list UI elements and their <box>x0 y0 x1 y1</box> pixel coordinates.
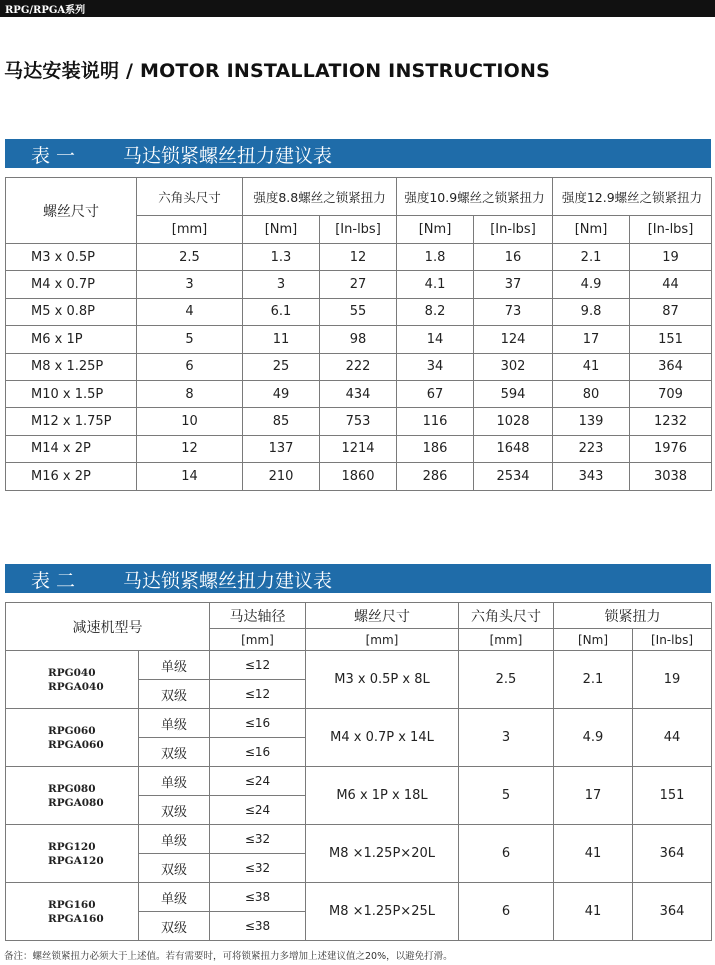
cell-g88-inlbs: 55 <box>320 298 397 325</box>
cell-g129-nm: 2.1 <box>553 244 630 271</box>
cell-hex-size: 12 <box>137 435 243 462</box>
cell-g88-nm: 49 <box>243 380 320 407</box>
unit-mm: [mm] <box>459 629 554 651</box>
cell-g88-nm: 25 <box>243 353 320 380</box>
cell-stage-double: 双级 <box>139 912 210 941</box>
header-grade-8-8: 强度8.8螺丝之锁紧扭力 <box>243 178 397 216</box>
unit-nm: [Nm] <box>554 629 633 651</box>
cell-g109-inlbs: 1648 <box>474 435 553 462</box>
cell-g129-inlbs: 151 <box>630 326 712 353</box>
cell-inlbs: 151 <box>633 767 712 825</box>
cell-hex: 2.5 <box>459 651 554 709</box>
table-row <box>6 825 712 854</box>
cell-screw: M4 x 0.7P x 14L <box>306 709 459 767</box>
cell-stage-single: 单级 <box>139 651 210 680</box>
cell-screw: M8 ×1.25P×25L <box>306 883 459 941</box>
cell-g88-nm: 3 <box>243 271 320 298</box>
cell-stage-single: 单级 <box>139 883 210 912</box>
model-rpg: RPG080 <box>48 782 96 795</box>
table2-title-bar <box>5 564 711 593</box>
cell-model <box>6 883 139 941</box>
cell-hex-size: 10 <box>137 408 243 435</box>
cell-inlbs: 19 <box>633 651 712 709</box>
cell-nm: 17 <box>554 767 633 825</box>
cell-shaft-double: ≤38 <box>210 912 306 941</box>
header-reducer-model: 减速机型号 <box>6 603 210 651</box>
model-rpga: RPGA120 <box>48 854 104 867</box>
cell-screw-size: M16 x 2P <box>6 463 137 490</box>
cell-hex-size: 8 <box>137 380 243 407</box>
table-row <box>6 408 712 435</box>
cell-g129-inlbs: 87 <box>630 298 712 325</box>
table-row <box>6 463 712 490</box>
cell-screw: M6 x 1P x 18L <box>306 767 459 825</box>
cell-shaft-single: ≤24 <box>210 767 306 796</box>
cell-stage-double: 双级 <box>139 738 210 767</box>
cell-g129-nm: 343 <box>553 463 630 490</box>
cell-shaft-double: ≤32 <box>210 854 306 883</box>
model-rpga: RPGA060 <box>48 738 104 751</box>
cell-hex: 5 <box>459 767 554 825</box>
header-motor-shaft: 马达轴径 <box>210 603 306 629</box>
table2-number: 表 二 <box>31 570 76 592</box>
cell-hex: 6 <box>459 883 554 941</box>
footnote: 备注：螺丝锁紧扭力必须大于上述值。若有需要时，可将锁紧扭力多增加上述建议值之20%，以避免打滑。 <box>4 951 453 962</box>
cell-g129-inlbs: 44 <box>630 271 712 298</box>
cell-hex-size: 3 <box>137 271 243 298</box>
cell-g88-inlbs: 27 <box>320 271 397 298</box>
cell-g88-inlbs: 1214 <box>320 435 397 462</box>
cell-shaft-single: ≤38 <box>210 883 306 912</box>
cell-g88-nm: 210 <box>243 463 320 490</box>
cell-model <box>6 709 139 767</box>
cell-g88-nm: 1.3 <box>243 244 320 271</box>
cell-shaft-single: ≤16 <box>210 709 306 738</box>
cell-shaft-double: ≤16 <box>210 738 306 767</box>
cell-stage-double: 双级 <box>139 680 210 709</box>
header-grade-10-9: 强度10.9螺丝之锁紧扭力 <box>397 178 553 216</box>
cell-nm: 2.1 <box>554 651 633 709</box>
cell-g109-inlbs: 1028 <box>474 408 553 435</box>
cell-g109-nm: 34 <box>397 353 474 380</box>
cell-g129-nm: 139 <box>553 408 630 435</box>
unit-nm: [Nm] <box>243 216 320 244</box>
cell-stage-double: 双级 <box>139 796 210 825</box>
unit-inlbs: [In-lbs] <box>474 216 553 244</box>
table1-body <box>6 244 712 491</box>
cell-inlbs: 364 <box>633 883 712 941</box>
cell-g88-inlbs: 12 <box>320 244 397 271</box>
header-grade-12-9: 强度12.9螺丝之锁紧扭力 <box>553 178 712 216</box>
cell-hex: 6 <box>459 825 554 883</box>
cell-g129-inlbs: 3038 <box>630 463 712 490</box>
cell-g129-nm: 80 <box>553 380 630 407</box>
cell-stage-double: 双级 <box>139 854 210 883</box>
cell-g129-nm: 4.9 <box>553 271 630 298</box>
cell-hex-size: 2.5 <box>137 244 243 271</box>
header-hex-size: 六角头尺寸 <box>137 178 243 216</box>
series-label: RPG/RPGA系列 <box>5 5 86 16</box>
cell-model <box>6 651 139 709</box>
cell-g88-inlbs: 434 <box>320 380 397 407</box>
cell-g88-nm: 6.1 <box>243 298 320 325</box>
header-screw-size: 螺丝尺寸 <box>6 178 137 244</box>
cell-g109-nm: 1.8 <box>397 244 474 271</box>
unit-nm: [Nm] <box>397 216 474 244</box>
unit-mm: [mm] <box>210 629 306 651</box>
cell-nm: 4.9 <box>554 709 633 767</box>
cell-g129-nm: 17 <box>553 326 630 353</box>
table-row <box>6 244 712 271</box>
cell-screw-size: M3 x 0.5P <box>6 244 137 271</box>
cell-g88-inlbs: 222 <box>320 353 397 380</box>
model-rpg: RPG120 <box>48 840 96 853</box>
unit-mm: [mm] <box>137 216 243 244</box>
cell-g129-inlbs: 1232 <box>630 408 712 435</box>
cell-inlbs: 364 <box>633 825 712 883</box>
cell-g88-inlbs: 753 <box>320 408 397 435</box>
table-row <box>6 298 712 325</box>
cell-g109-nm: 67 <box>397 380 474 407</box>
cell-hex-size: 6 <box>137 353 243 380</box>
cell-screw-size: M8 x 1.25P <box>6 353 137 380</box>
series-header-bar <box>0 0 715 17</box>
cell-screw-size: M4 x 0.7P <box>6 271 137 298</box>
cell-g109-inlbs: 302 <box>474 353 553 380</box>
cell-shaft-double: ≤24 <box>210 796 306 825</box>
table1-title: 马达锁紧螺丝扭力建议表 <box>123 145 333 167</box>
cell-g109-inlbs: 594 <box>474 380 553 407</box>
cell-shaft-single: ≤12 <box>210 651 306 680</box>
cell-g109-inlbs: 16 <box>474 244 553 271</box>
cell-g129-inlbs: 364 <box>630 353 712 380</box>
cell-g109-nm: 186 <box>397 435 474 462</box>
cell-g88-nm: 11 <box>243 326 320 353</box>
cell-stage-single: 单级 <box>139 709 210 738</box>
cell-g129-nm: 9.8 <box>553 298 630 325</box>
screw-torque-table-1 <box>5 177 712 491</box>
cell-screw-size: M5 x 0.8P <box>6 298 137 325</box>
cell-stage-single: 单级 <box>139 825 210 854</box>
cell-g88-inlbs: 1860 <box>320 463 397 490</box>
cell-g88-nm: 137 <box>243 435 320 462</box>
cell-screw-size: M12 x 1.75P <box>6 408 137 435</box>
unit-mm: [mm] <box>306 629 459 651</box>
cell-screw: M3 x 0.5P x 8L <box>306 651 459 709</box>
cell-screw: M8 ×1.25P×20L <box>306 825 459 883</box>
cell-screw-size: M6 x 1P <box>6 326 137 353</box>
cell-g109-inlbs: 37 <box>474 271 553 298</box>
cell-g129-inlbs: 1976 <box>630 435 712 462</box>
model-rpg: RPG160 <box>48 898 96 911</box>
cell-nm: 41 <box>554 883 633 941</box>
cell-g109-nm: 286 <box>397 463 474 490</box>
header-torque: 锁紧扭力 <box>554 603 712 629</box>
cell-hex-size: 14 <box>137 463 243 490</box>
cell-model <box>6 767 139 825</box>
cell-g109-nm: 14 <box>397 326 474 353</box>
cell-g129-nm: 41 <box>553 353 630 380</box>
table-row <box>6 353 712 380</box>
cell-g109-nm: 8.2 <box>397 298 474 325</box>
table-row <box>6 883 712 912</box>
unit-inlbs: [In-lbs] <box>630 216 712 244</box>
cell-hex-size: 5 <box>137 326 243 353</box>
cell-g109-inlbs: 73 <box>474 298 553 325</box>
table1-number: 表 一 <box>31 145 76 167</box>
cell-g88-inlbs: 98 <box>320 326 397 353</box>
cell-shaft-double: ≤12 <box>210 680 306 709</box>
cell-inlbs: 44 <box>633 709 712 767</box>
cell-g129-inlbs: 19 <box>630 244 712 271</box>
cell-g109-inlbs: 124 <box>474 326 553 353</box>
table-row <box>6 380 712 407</box>
page-title: 马达安装说明 / MOTOR INSTALLATION INSTRUCTIONS <box>4 60 550 82</box>
model-rpga: RPGA160 <box>48 912 104 925</box>
model-rpg: RPG040 <box>48 666 96 679</box>
unit-inlbs: [In-lbs] <box>633 629 712 651</box>
table-row <box>6 651 712 680</box>
cell-hex-size: 4 <box>137 298 243 325</box>
table-row <box>6 271 712 298</box>
cell-g129-nm: 223 <box>553 435 630 462</box>
unit-inlbs: [In-lbs] <box>320 216 397 244</box>
cell-stage-single: 单级 <box>139 767 210 796</box>
cell-screw-size: M14 x 2P <box>6 435 137 462</box>
unit-nm: [Nm] <box>553 216 630 244</box>
cell-nm: 41 <box>554 825 633 883</box>
cell-g109-nm: 116 <box>397 408 474 435</box>
cell-g129-inlbs: 709 <box>630 380 712 407</box>
table2-title: 马达锁紧螺丝扭力建议表 <box>123 570 333 592</box>
table-row <box>6 435 712 462</box>
model-rpga: RPGA080 <box>48 796 104 809</box>
table1-title-bar <box>5 139 711 168</box>
cell-g88-nm: 85 <box>243 408 320 435</box>
cell-g109-inlbs: 2534 <box>474 463 553 490</box>
cell-screw-size: M10 x 1.5P <box>6 380 137 407</box>
table-row <box>6 767 712 796</box>
header-hex-size: 六角头尺寸 <box>459 603 554 629</box>
cell-hex: 3 <box>459 709 554 767</box>
header-screw-size: 螺丝尺寸 <box>306 603 459 629</box>
screw-torque-table-2 <box>5 602 712 941</box>
model-rpga: RPGA040 <box>48 680 104 693</box>
table-row <box>6 326 712 353</box>
model-rpg: RPG060 <box>48 724 96 737</box>
cell-shaft-single: ≤32 <box>210 825 306 854</box>
cell-model <box>6 825 139 883</box>
table2-body <box>6 651 712 941</box>
cell-g109-nm: 4.1 <box>397 271 474 298</box>
table-row <box>6 709 712 738</box>
